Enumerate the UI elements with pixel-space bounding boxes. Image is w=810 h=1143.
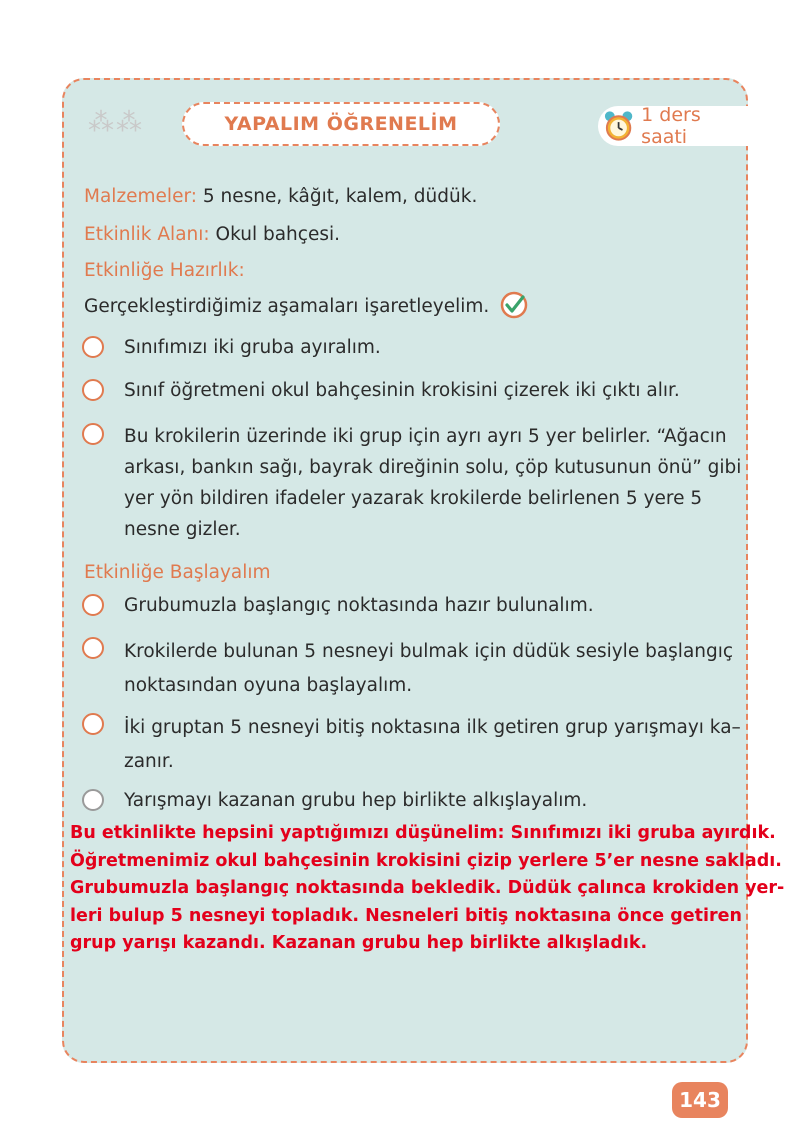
- page-number: 143: [672, 1082, 728, 1118]
- preparation-heading: Etkinliğe Hazırlık:: [84, 260, 245, 281]
- answer-line: grup yarışı kazandı. Kazanan grubu hep birlikte alkışladık.: [70, 933, 648, 953]
- duration-text: 1 ders saati: [641, 104, 701, 148]
- materials-line: [84, 186, 477, 207]
- start-item-line: Yarışmayı kazanan grubu hep birlikte alkışlayalım.: [124, 790, 588, 811]
- answer-line: Bu etkinlikte hepsini yaptığımızı düşünelim: Sınıfımızı iki gruba ayırdık.: [70, 823, 776, 843]
- prep-item-2: [124, 377, 680, 405]
- start-item-line: Grubumuzla başlangıç noktasında hazır bulunalım.: [124, 595, 594, 616]
- answer-line: leri bulup 5 nesneyi topladık. Nesneleri bitiş noktasına önce getiren: [70, 905, 742, 926]
- start-item-line: İki gruptan 5 nesneyi bitiş noktasına ilk getiren grup yarışmayı ka–: [124, 717, 741, 738]
- section-title: YAPALIM ÖĞRENELİM: [224, 113, 458, 135]
- prep-item-line: Sınıf öğretmeni okul bahçesinin krokisini çizerek iki çıktı alır.: [124, 380, 680, 401]
- checkbox-start-3[interactable]: [82, 713, 104, 735]
- prep-item-line: Sınıfımızı iki gruba ayıralım.: [124, 337, 381, 358]
- answer-line: Grubumuzla başlangıç noktasında bekledik. Düdük çalınca krokiden yer-: [70, 878, 785, 898]
- start-item-line: zanır.: [124, 751, 174, 772]
- check-icon: [499, 290, 529, 320]
- answer-line: Öğretmenimiz okul bahçesinin krokisini çizip yerlere 5’er nesne sakladı.: [70, 850, 782, 871]
- prep-item-line: nesne gizler.: [124, 519, 241, 540]
- checkbox-start-2[interactable]: [82, 637, 104, 659]
- prep-item-line: Bu krokilerin üzerinde iki grup için ayrı ayrı 5 yer belirler. “Ağacın: [124, 426, 727, 447]
- area-value: Okul bahçesi.: [215, 224, 340, 245]
- start-heading: Etkinliğe Başlayalım: [84, 562, 271, 583]
- area-line: [84, 224, 340, 245]
- section-title-badge: [182, 102, 500, 146]
- start-item-3: [124, 711, 741, 779]
- materials-value: 5 nesne, kâğıt, kalem, düdük.: [202, 186, 478, 207]
- materials-label: Malzemeler:: [84, 186, 197, 207]
- preparation-instruction: Gerçekleştirdiğimiz aşamaları işaretleyelim.: [84, 296, 490, 317]
- duration-tag: [598, 106, 750, 146]
- area-label: Etkinlik Alanı:: [84, 224, 210, 245]
- checkbox-start-4[interactable]: [82, 789, 104, 811]
- start-item-1: [124, 592, 594, 620]
- start-item-2: [124, 635, 733, 703]
- prep-item-line: arkası, bankın sağı, bayrak direğinin solu, çöp kutusunun önü” gibi: [124, 457, 742, 478]
- answer-text: [70, 820, 785, 958]
- prep-item-3: [124, 421, 741, 545]
- checkbox-start-1[interactable]: [82, 594, 104, 616]
- alarm-clock-icon: [602, 109, 635, 143]
- start-item-4: [124, 787, 587, 815]
- prep-item-line: yer yön bildiren ifadeler yazarak krokilerde belirlenen 5 yere 5: [124, 488, 703, 509]
- start-item-line: noktasından oyuna başlayalım.: [124, 675, 413, 696]
- checkbox-prep-2[interactable]: [82, 379, 104, 401]
- checkbox-prep-1[interactable]: [82, 336, 104, 358]
- prep-item-1: [124, 334, 381, 362]
- decoration-sketch: ⁂⁂: [88, 108, 144, 138]
- preparation-instruction-line: [84, 290, 529, 320]
- start-item-line: Krokilerde bulunan 5 nesneyi bulmak için düdük sesiyle başlangıç: [124, 641, 734, 662]
- checkbox-prep-3[interactable]: [82, 423, 104, 445]
